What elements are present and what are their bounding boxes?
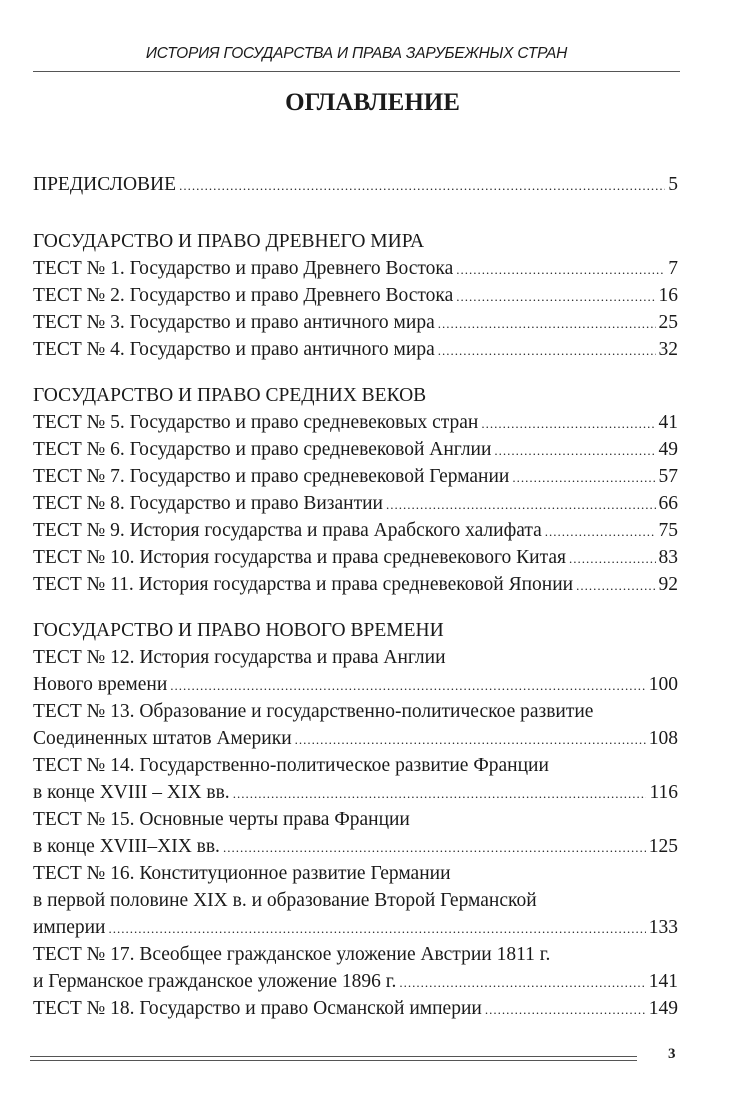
entry-title: в первой половине XIX в. и образование Второй Германской bbox=[33, 890, 537, 911]
dot-leader bbox=[399, 969, 645, 996]
toc-entry-line bbox=[33, 671, 678, 698]
toc-entry-line bbox=[33, 282, 678, 309]
toc-entry-line bbox=[33, 887, 678, 914]
entry-title: ТЕСТ № 2. Государство и право Древнего Востока bbox=[33, 285, 454, 306]
entry-page: 7 bbox=[668, 258, 678, 279]
toc-entry-line bbox=[33, 436, 678, 463]
entry-page: 49 bbox=[658, 439, 678, 460]
dot-leader bbox=[233, 780, 647, 807]
entry-title: ТЕСТ № 7. Государство и право средневековой Германии bbox=[33, 466, 510, 487]
entry-page: 100 bbox=[648, 674, 678, 695]
dot-leader bbox=[456, 283, 655, 310]
entry-title: ТЕСТ № 17. Всеобщее гражданское уложение Австрии 1811 г. bbox=[33, 944, 551, 965]
entry-title: ТЕСТ № 13. Образование и государственно-политическое развитие bbox=[33, 701, 594, 722]
entry-title: Соединенных штатов Америки bbox=[33, 728, 292, 749]
entry-title: ТЕСТ № 10. История государства и права средневекового Китая bbox=[33, 547, 566, 568]
toc-entry-line bbox=[33, 644, 678, 671]
dot-leader bbox=[170, 672, 645, 699]
section-heading bbox=[33, 382, 678, 409]
toc-entry-line bbox=[33, 336, 678, 363]
toc-entry[interactable] bbox=[33, 463, 678, 490]
entry-title: ТЕСТ № 6. Государство и право средневековой Англии bbox=[33, 439, 492, 460]
toc-entry[interactable] bbox=[33, 644, 678, 698]
section-heading bbox=[33, 228, 678, 255]
entry-page: 141 bbox=[648, 971, 678, 992]
entry-title: империи bbox=[33, 917, 106, 938]
toc-entry-line bbox=[33, 255, 678, 282]
header-rule bbox=[33, 71, 680, 72]
entry-title: ТЕСТ № 3. Государство и право античного мира bbox=[33, 312, 435, 333]
entry-title: ТЕСТ № 1. Государство и право Древнего Востока bbox=[33, 258, 454, 279]
entry-title: ТЕСТ № 18. Государство и право Османской империи bbox=[33, 998, 482, 1019]
table-of-contents bbox=[33, 171, 678, 1022]
toc-entry[interactable] bbox=[33, 282, 678, 309]
entry-title: ПРЕДИСЛОВИЕ bbox=[33, 174, 177, 195]
toc-entry[interactable] bbox=[33, 255, 678, 282]
toc-entry[interactable] bbox=[33, 941, 678, 995]
section-heading bbox=[33, 617, 678, 644]
dot-leader bbox=[109, 915, 646, 942]
toc-entry-line bbox=[33, 860, 678, 887]
running-head: ИСТОРИЯ ГОСУДАРСТВА И ПРАВА ЗАРУБЕЖНЫХ СТРАН bbox=[145, 45, 568, 62]
entry-title: в конце XVIII – XIX вв. bbox=[33, 782, 230, 803]
entry-page: 116 bbox=[649, 782, 678, 803]
toc-entry[interactable] bbox=[33, 571, 678, 598]
toc-entry-line bbox=[33, 409, 678, 436]
section-heading-text: ГОСУДАРСТВО И ПРАВО ДРЕВНЕГО МИРА bbox=[33, 231, 425, 252]
toc-entry[interactable] bbox=[33, 436, 678, 463]
entry-page: 41 bbox=[658, 412, 678, 433]
section-heading-text: ГОСУДАРСТВО И ПРАВО НОВОГО ВРЕМЕНИ bbox=[33, 620, 444, 641]
toc-entry[interactable] bbox=[33, 806, 678, 860]
toc-entry-line bbox=[33, 517, 678, 544]
entry-page: 83 bbox=[658, 547, 678, 568]
toc-entry-line bbox=[33, 941, 678, 968]
section-spacer bbox=[33, 198, 678, 228]
dot-leader bbox=[295, 726, 646, 753]
toc-entry-line bbox=[33, 309, 678, 336]
dot-leader bbox=[386, 491, 656, 518]
entry-page: 108 bbox=[648, 728, 678, 749]
section-spacer bbox=[33, 363, 678, 382]
entry-title: ТЕСТ № 16. Конституционное развитие Германии bbox=[33, 863, 451, 884]
toc-entry-line bbox=[33, 490, 678, 517]
toc-entry[interactable] bbox=[33, 860, 678, 941]
page-number: 3 bbox=[668, 1046, 676, 1062]
entry-page: 32 bbox=[658, 339, 678, 360]
toc-entry-line bbox=[33, 171, 678, 198]
entry-title: ТЕСТ № 15. Основные черты права Франции bbox=[33, 809, 410, 830]
toc-entry[interactable] bbox=[33, 544, 678, 571]
entry-page: 5 bbox=[668, 174, 678, 195]
toc-entry[interactable] bbox=[33, 490, 678, 517]
entry-title: и Германское гражданское уложение 1896 г. bbox=[33, 971, 397, 992]
entry-title: ТЕСТ № 12. История государства и права Англии bbox=[33, 647, 446, 668]
toc-entry-line bbox=[33, 752, 678, 779]
dot-leader bbox=[485, 996, 646, 1023]
toc-entry[interactable] bbox=[33, 171, 678, 198]
toc-entry-line bbox=[33, 779, 678, 806]
entry-page: 125 bbox=[648, 836, 678, 857]
section-heading-text: ГОСУДАРСТВО И ПРАВО СРЕДНИХ ВЕКОВ bbox=[33, 385, 427, 406]
page-title: ОГЛАВЛЕНИЕ bbox=[285, 89, 460, 116]
toc-entry-line bbox=[33, 571, 678, 598]
toc-entry-line bbox=[33, 806, 678, 833]
entry-page: 57 bbox=[658, 466, 678, 487]
toc-entry-line bbox=[33, 698, 678, 725]
entry-title: Нового времени bbox=[33, 674, 168, 695]
dot-leader bbox=[545, 518, 656, 545]
entry-page: 75 bbox=[658, 520, 678, 541]
footer-double-rule bbox=[30, 1056, 637, 1061]
entry-title: ТЕСТ № 11. История государства и права средневековой Японии bbox=[33, 574, 574, 595]
dot-leader bbox=[456, 256, 665, 283]
toc-entry[interactable] bbox=[33, 336, 678, 363]
dot-leader bbox=[438, 337, 656, 364]
entry-title: ТЕСТ № 8. Государство и право Византии bbox=[33, 493, 383, 514]
entry-page: 133 bbox=[648, 917, 678, 938]
entry-page: 25 bbox=[658, 312, 678, 333]
entry-title: ТЕСТ № 9. История государства и права Арабского халифата bbox=[33, 520, 542, 541]
dot-leader bbox=[569, 545, 656, 572]
entry-page: 66 bbox=[658, 493, 678, 514]
toc-entry-line bbox=[33, 544, 678, 571]
toc-entry-line bbox=[33, 968, 678, 995]
toc-entry-line bbox=[33, 725, 678, 752]
toc-entry[interactable] bbox=[33, 995, 678, 1022]
dot-leader bbox=[494, 437, 655, 464]
entry-title: ТЕСТ № 5. Государство и право средневековых стран bbox=[33, 412, 479, 433]
toc-entry[interactable] bbox=[33, 752, 678, 806]
toc-entry-line bbox=[33, 914, 678, 941]
dot-leader bbox=[223, 834, 646, 861]
dot-leader bbox=[438, 310, 656, 337]
entry-title: ТЕСТ № 4. Государство и право античного мира bbox=[33, 339, 435, 360]
entry-page: 149 bbox=[648, 998, 678, 1019]
toc-entry-line bbox=[33, 995, 678, 1022]
toc-entry[interactable] bbox=[33, 309, 678, 336]
toc-entry[interactable] bbox=[33, 698, 678, 752]
toc-entry[interactable] bbox=[33, 409, 678, 436]
entry-title: ТЕСТ № 14. Государственно-политическое развитие Франции bbox=[33, 755, 549, 776]
toc-entry-line bbox=[33, 463, 678, 490]
entry-page: 92 bbox=[658, 574, 678, 595]
dot-leader bbox=[481, 410, 655, 437]
dot-leader bbox=[179, 172, 665, 199]
dot-leader bbox=[512, 464, 655, 491]
section-spacer bbox=[33, 598, 678, 617]
entry-title: в конце XVIII–XIX вв. bbox=[33, 836, 220, 857]
toc-entry-line bbox=[33, 833, 678, 860]
entry-page: 16 bbox=[658, 285, 678, 306]
toc-entry[interactable] bbox=[33, 517, 678, 544]
dot-leader bbox=[576, 572, 655, 599]
